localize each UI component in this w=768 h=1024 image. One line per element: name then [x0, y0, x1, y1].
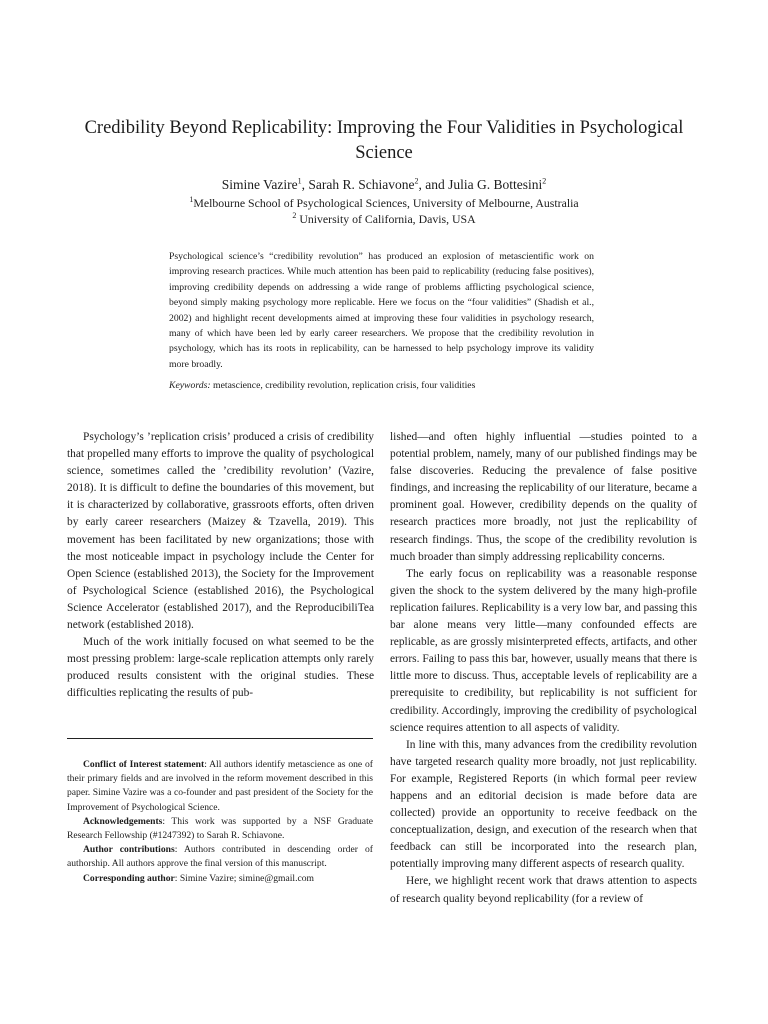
footnotes	[67, 758, 373, 886]
footnote-label: Acknowledgements	[83, 815, 163, 827]
footnote-text: : All authors identify metascience as one of their primary fields and are involved in the reform movement described in this paper. Simine Vazire was a co-founder and past president of the Society for the Improvement of Psychological Science.	[67, 759, 373, 813]
footnote-text: : Authors contributed in descending order of authorship. All authors approve the final version of this manuscript.	[67, 844, 373, 870]
author-list	[60, 176, 708, 194]
keywords-list: metascience, credibility revolution, replication crisis, four validities	[213, 380, 476, 391]
footnote-text: : Simine Vazire; simine@gmail.com	[174, 872, 314, 884]
author-separator: ,	[301, 177, 309, 192]
body-paragraph: lished—and often highly influential —studies pointed to a potential problem, namely, many of our published findings may be false discoveries. Reducing the prevalence of false positive findings, and increasing the replicability of our literature, became a prominent goal. However, credibility depends on the quality of research practices more broadly, not just the replicability of research findings. Thus, the scope of the credibility revolution is much broader than simply addressing replicability concerns.	[390, 431, 697, 563]
keywords	[169, 378, 594, 393]
body-paragraph: Here, we highlight recent work that draws attention to aspects of research quality beyond replicability (for a review of	[390, 875, 697, 905]
body-column-right	[390, 429, 697, 908]
author-name: Simine Vazire	[221, 177, 298, 192]
footnote-acknowledgements	[67, 815, 373, 843]
affiliation-text: Melbourne School of Psychological Sciences, University of Melbourne, Australia	[193, 196, 579, 210]
author-name: Julia G. Bottesini	[448, 177, 543, 192]
footnote-label: Author contributions	[83, 844, 175, 856]
body-column-left	[67, 429, 374, 703]
footnote-conflict-of-interest	[67, 758, 373, 815]
body-paragraph: The early focus on replicability was a reasonable response given the shock to the system delivered by the many high-profile replication failures. Replicability is a very low bar, and passing this bar alone means very little—many confounded effects are replicable, as are grossly misinterpreted effects, artifacts, and other errors. Failing to pass this bar, however, usually means that there is little more to discuss. Thus, acceptable levels of replicability are a prerequisite to credibility, but replicability is not sufficient for credibility. Accordingly, improving the credibility of psychological science requires attention to all aspects of validity.	[390, 567, 698, 734]
footnote-text: : This work was supported by a NSF Graduate Research Fellowship (#1247392) to Sarah R. Schiavone.	[67, 815, 373, 842]
affiliation-mark: 1	[189, 195, 194, 205]
affiliation-2	[60, 211, 708, 227]
footnote-label: Corresponding author	[83, 872, 175, 884]
affiliation-text: University of California, Davis, USA	[296, 212, 476, 226]
keywords-label: Keywords:	[169, 380, 211, 391]
paper-title: Credibility Beyond Replicability: Improving the Four Validities in Psychological Science	[84, 118, 684, 163]
footnote-divider	[67, 738, 373, 739]
author-separator: , and	[418, 177, 449, 192]
footnote-label: Conflict of Interest statement	[83, 759, 205, 770]
abstract: Psychological science’s “credibility revolution” has produced an explosion of metascientific work on improving research practices. While much attention has been paid to replicability (reducing false positives), improving credibility depends on addressing a wide range of problems afflicting psychological science, beyond simply making psychology more replicable. Here we focus on the “four validities” (Shadish et al., 2002) and highlight recent developments aimed at improving these four validities in psychology research, many of which have been led by early career researchers. We propose that the credibility revolution in psychology, which has its roots in replicability, can be harnessed to help psychology improve its validity more broadly.	[169, 251, 594, 370]
footnote-corresponding-author	[67, 872, 373, 886]
body-paragraph: Much of the work initially focused on what seemed to be the most pressing problem: large-scale replication attempts only rarely produced results consistent with the original studies. These difficulties replicating the results of pub-	[67, 636, 374, 700]
body-paragraph: Psychology’s ’replication crisis’ produced a crisis of credibility that propelled many efforts to improve the quality of psychological science, sometimes called the ’credibility revolution’ (Vazire, 2018). It is difficult to define the boundaries of this movement, but it is characterized by collaborative, grassroots efforts, often driven by early career researchers (Maizey & Tzavella, 2019). This movement has been facilitated by new organizations; those with the most noticeable impact in psychology include the Center for Open Science (established 2013), the Society for the Improvement of Psychological Science (established 2016), the Psychological Science Accelerator (established 2017), and the ReproducibiliTea network (established 2018).	[67, 431, 374, 632]
author-affiliation-mark: 1	[297, 176, 302, 186]
affiliation-mark: 2	[292, 211, 297, 221]
footnote-author-contributions	[67, 843, 373, 871]
affiliation-1	[60, 195, 708, 211]
body-paragraph: In line with this, many advances from the credibility revolution have targeted research quality more broadly, not just replicability. For example, Registered Reports (in which formal peer review happens and an editorial decision is made before data are collected) provide an opportunity to receive feedback on the conceptualization, design, and execution of the research when that feedback can still be incorporated into the research plan, potentially improving many different aspects of research quality.	[390, 738, 697, 871]
author-affiliation-mark: 2	[542, 176, 547, 186]
author-affiliation-mark: 2	[414, 176, 419, 186]
author-name: Sarah R. Schiavone	[308, 177, 415, 192]
